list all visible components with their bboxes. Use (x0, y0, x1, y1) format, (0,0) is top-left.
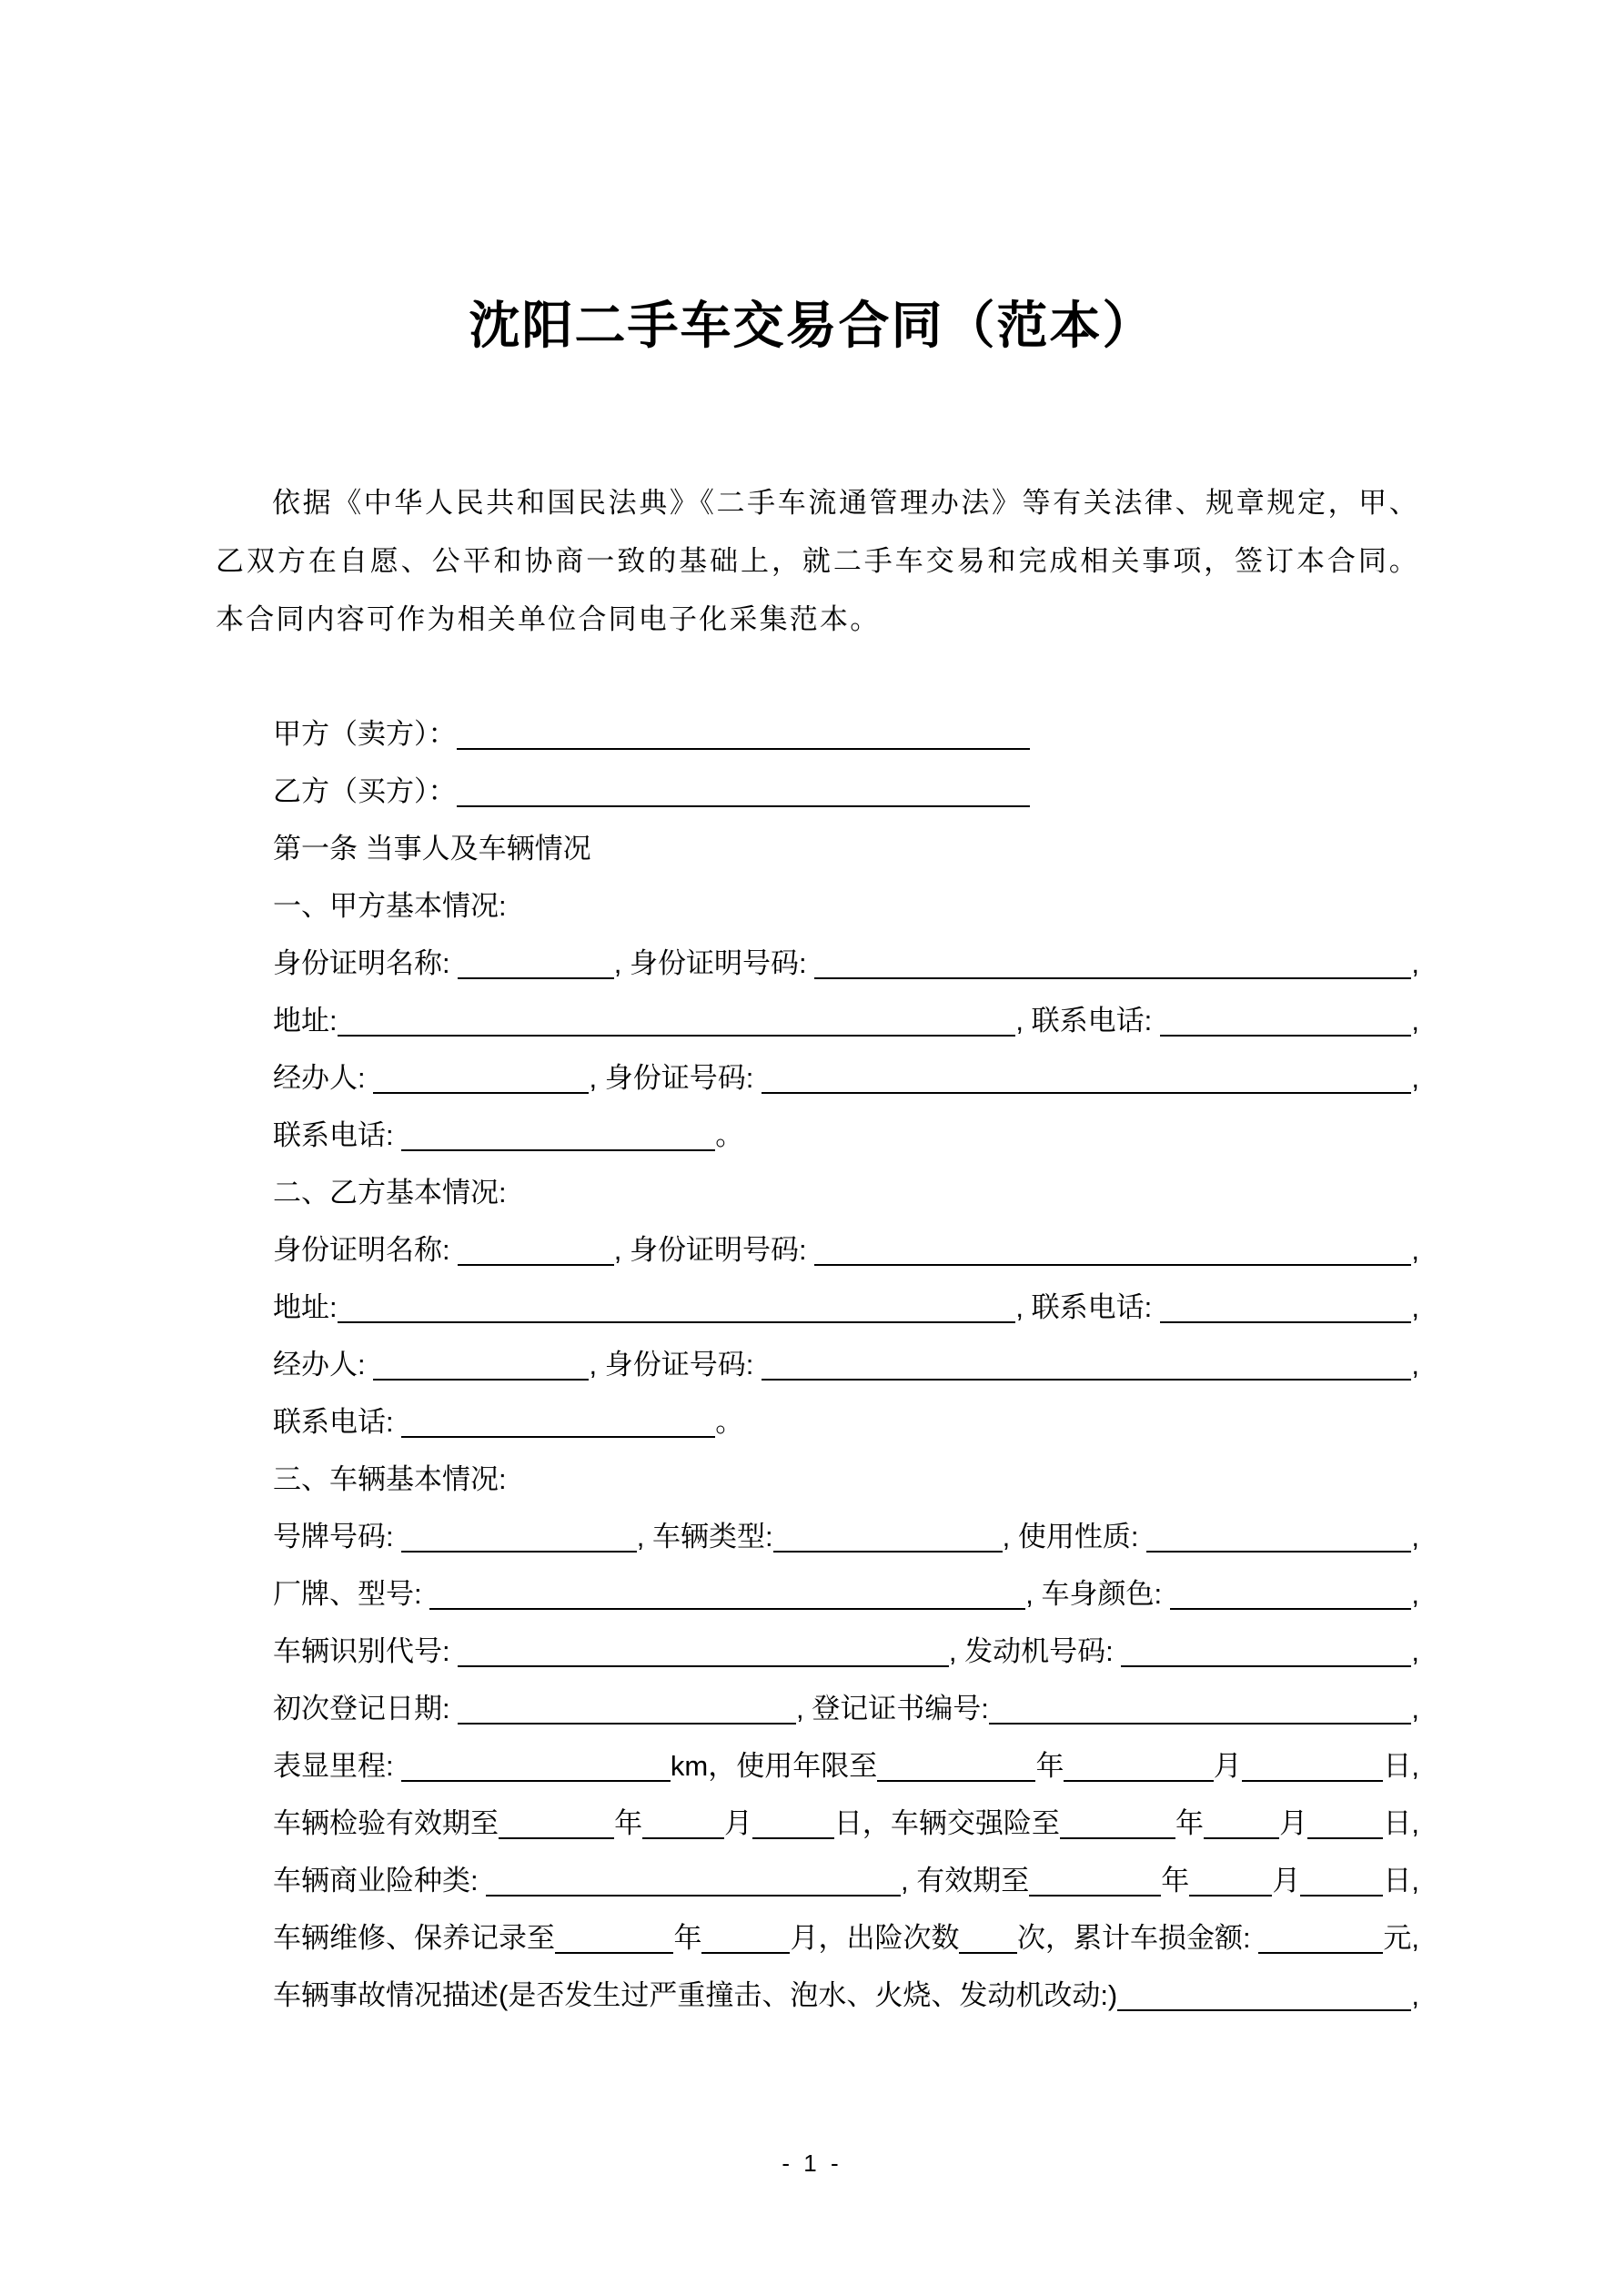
field-label: 身份证明名称: (273, 947, 459, 979)
line-b-address-phone (273, 1279, 1419, 1336)
blank-field (1160, 1321, 1412, 1323)
line-section-1-heading (273, 877, 1419, 935)
field-label: 月 (723, 1807, 752, 1839)
field-label: , (1411, 1349, 1419, 1381)
line-accident-desc (273, 1967, 1419, 2024)
field-label: 日, (1383, 1865, 1420, 1896)
blank-field (401, 1436, 715, 1438)
blank-field (499, 1837, 614, 1839)
line-party-a (273, 705, 1419, 763)
field-label: 次，累计车损金额: (1016, 1922, 1259, 1954)
field-label: 月，出险次数 (790, 1922, 960, 1954)
blank-field (762, 1092, 1411, 1094)
field-label: 年 (673, 1922, 702, 1954)
field-label: 甲方（卖方）： (273, 718, 457, 750)
blank-field (373, 1092, 589, 1094)
field-label: 月 (1272, 1865, 1301, 1896)
line-b-id-name-number (273, 1221, 1419, 1279)
line-mileage-servicelife (273, 1737, 1419, 1795)
field-label: , (1411, 1062, 1419, 1094)
field-label: , (1411, 1979, 1419, 2011)
line-section-2-heading (273, 1164, 1419, 1221)
blank-field (1146, 1551, 1411, 1553)
field-label: 第一条 当事人及车辆情况 (273, 833, 591, 865)
field-label: 联系电话: (273, 1406, 402, 1438)
field-label: 身份证明名称: (273, 1234, 459, 1266)
field-label: , 车辆类型: (636, 1521, 773, 1553)
intro-paragraph: 依据《中华人民共和国民法典》《二手车流通管理办法》等有关法律、规章规定，甲、乙双方在自愿、公平和协商一致的基础上，就二手车交易和完成相关事项，签订本合同。本合同内容可作为相关单位合同电子化采集范本。 (216, 487, 1419, 635)
blank-field (1189, 1895, 1272, 1896)
field-label: 。 (715, 1406, 744, 1438)
blank-field (458, 977, 614, 979)
field-label: 月 (1213, 1750, 1242, 1782)
field-label: , (1411, 1693, 1419, 1725)
field-label: 日，车辆交强险至 (833, 1807, 1060, 1839)
field-label: 。 (715, 1119, 744, 1151)
page-number: - 1 - (782, 2149, 842, 2177)
field-label: , 有效期至 (900, 1865, 1030, 1896)
blank-field (814, 1264, 1411, 1266)
line-a-id-name-number (273, 935, 1419, 992)
field-label: , 登记证书编号: (796, 1693, 989, 1725)
blank-field (701, 1952, 790, 1954)
field-label: , 发动机号码: (948, 1635, 1122, 1667)
field-label: , 身份证明号码: (613, 1234, 815, 1266)
blank-field (1307, 1837, 1383, 1839)
field-label: 车辆识别代号: (273, 1635, 459, 1667)
field-label: 日, (1383, 1750, 1419, 1782)
blank-field (773, 1551, 1003, 1553)
field-label: , (1411, 1005, 1419, 1037)
field-label: 日, (1383, 1807, 1419, 1839)
blank-field (555, 1952, 673, 1954)
field-label: 地址: (273, 1291, 338, 1323)
line-a-agent-phone (273, 1107, 1419, 1164)
field-label: 厂牌、型号: (273, 1578, 430, 1610)
field-label: 联系电话: (273, 1119, 402, 1151)
field-label: , (1411, 1291, 1419, 1323)
field-label: , (1411, 1635, 1419, 1667)
blank-field (457, 805, 1030, 807)
blank-field (401, 1149, 715, 1151)
blank-field (1160, 1035, 1412, 1037)
line-brand-color (273, 1565, 1419, 1623)
blank-field (1064, 1780, 1213, 1782)
blank-field (1258, 1952, 1383, 1954)
field-label: , 使用性质: (1002, 1521, 1147, 1553)
blank-field (1300, 1895, 1383, 1896)
blank-field (338, 1321, 1016, 1323)
field-label: 年 (1035, 1750, 1064, 1782)
line-b-agent-id (273, 1336, 1419, 1393)
field-label: 车辆检验有效期至 (273, 1807, 499, 1839)
blank-field (814, 977, 1411, 979)
line-regdate-certno (273, 1680, 1419, 1737)
blank-field (989, 1723, 1411, 1725)
field-label: 经办人: (273, 1062, 374, 1094)
field-label: , 联系电话: (1015, 1291, 1160, 1323)
blank-field (338, 1035, 1016, 1037)
field-label: , (1411, 1578, 1419, 1610)
blank-field (429, 1608, 1025, 1610)
field-label: 年 (614, 1807, 643, 1839)
line-vin-engine (273, 1623, 1419, 1680)
blank-field (1204, 1837, 1279, 1839)
line-section-3-heading (273, 1451, 1419, 1508)
blank-field (642, 1837, 724, 1839)
blank-field (486, 1895, 901, 1896)
field-label: , 身份证明号码: (613, 947, 815, 979)
line-article-1-heading (273, 820, 1419, 877)
field-label: 车辆维修、保养记录至 (273, 1922, 555, 1954)
field-label: , 联系电话: (1015, 1005, 1160, 1037)
blank-field (1242, 1780, 1384, 1782)
line-a-address-phone (273, 992, 1419, 1049)
field-label: 车辆事故情况描述(是否发生过严重撞击、泡水、火烧、发动机改动:) (273, 1979, 1118, 2011)
blank-field (401, 1551, 637, 1553)
field-label: 一、甲方基本情况: (273, 890, 507, 922)
blank-field (1060, 1837, 1175, 1839)
field-label: , 车身颜色: (1025, 1578, 1170, 1610)
blank-field (877, 1780, 1035, 1782)
field-label: 表显里程: (273, 1750, 402, 1782)
blank-field (458, 1665, 949, 1667)
field-label: 元, (1383, 1922, 1419, 1954)
blank-field (458, 1264, 614, 1266)
blank-field (401, 1780, 671, 1782)
field-label: 年 (1175, 1807, 1204, 1839)
line-a-agent-id (273, 1049, 1419, 1107)
field-label: 车辆商业险种类: (273, 1865, 487, 1896)
field-label: 乙方（买方）： (273, 775, 457, 807)
line-commercial-insurance (273, 1852, 1419, 1909)
field-label: 初次登记日期: (273, 1693, 459, 1725)
field-label: 号牌号码: (273, 1521, 402, 1553)
field-label: , (1411, 947, 1419, 979)
line-inspection-insurance (273, 1795, 1419, 1852)
line-b-agent-phone (273, 1393, 1419, 1451)
field-label: , 身份证号码: (589, 1062, 762, 1094)
blank-field (752, 1837, 834, 1839)
line-party-b (273, 763, 1419, 820)
line-maintenance-claims (273, 1909, 1419, 1967)
blank-field (959, 1952, 1017, 1954)
field-label: 地址: (273, 1005, 338, 1037)
field-label: km，使用年限至 (670, 1750, 878, 1782)
field-label: 经办人: (273, 1349, 374, 1381)
blank-field (1117, 2009, 1411, 2011)
blank-field (373, 1379, 589, 1381)
blank-field (457, 748, 1030, 750)
blank-field (1121, 1665, 1411, 1667)
field-label: , (1411, 1521, 1419, 1553)
field-label: 二、乙方基本情况: (273, 1177, 507, 1209)
blank-field (1029, 1895, 1161, 1896)
field-label: 三、车辆基本情况: (273, 1463, 507, 1495)
blank-field (762, 1379, 1411, 1381)
contract-body (273, 705, 1419, 2024)
field-label: , (1411, 1234, 1419, 1266)
field-label: 月 (1279, 1807, 1308, 1839)
page-title: 沈阳二手车交易合同（范本） (469, 297, 1155, 354)
field-label: , 身份证号码: (589, 1349, 762, 1381)
blank-field (458, 1723, 796, 1725)
blank-field (1170, 1608, 1412, 1610)
field-label: 年 (1161, 1865, 1190, 1896)
line-plate-type-usage (273, 1508, 1419, 1565)
